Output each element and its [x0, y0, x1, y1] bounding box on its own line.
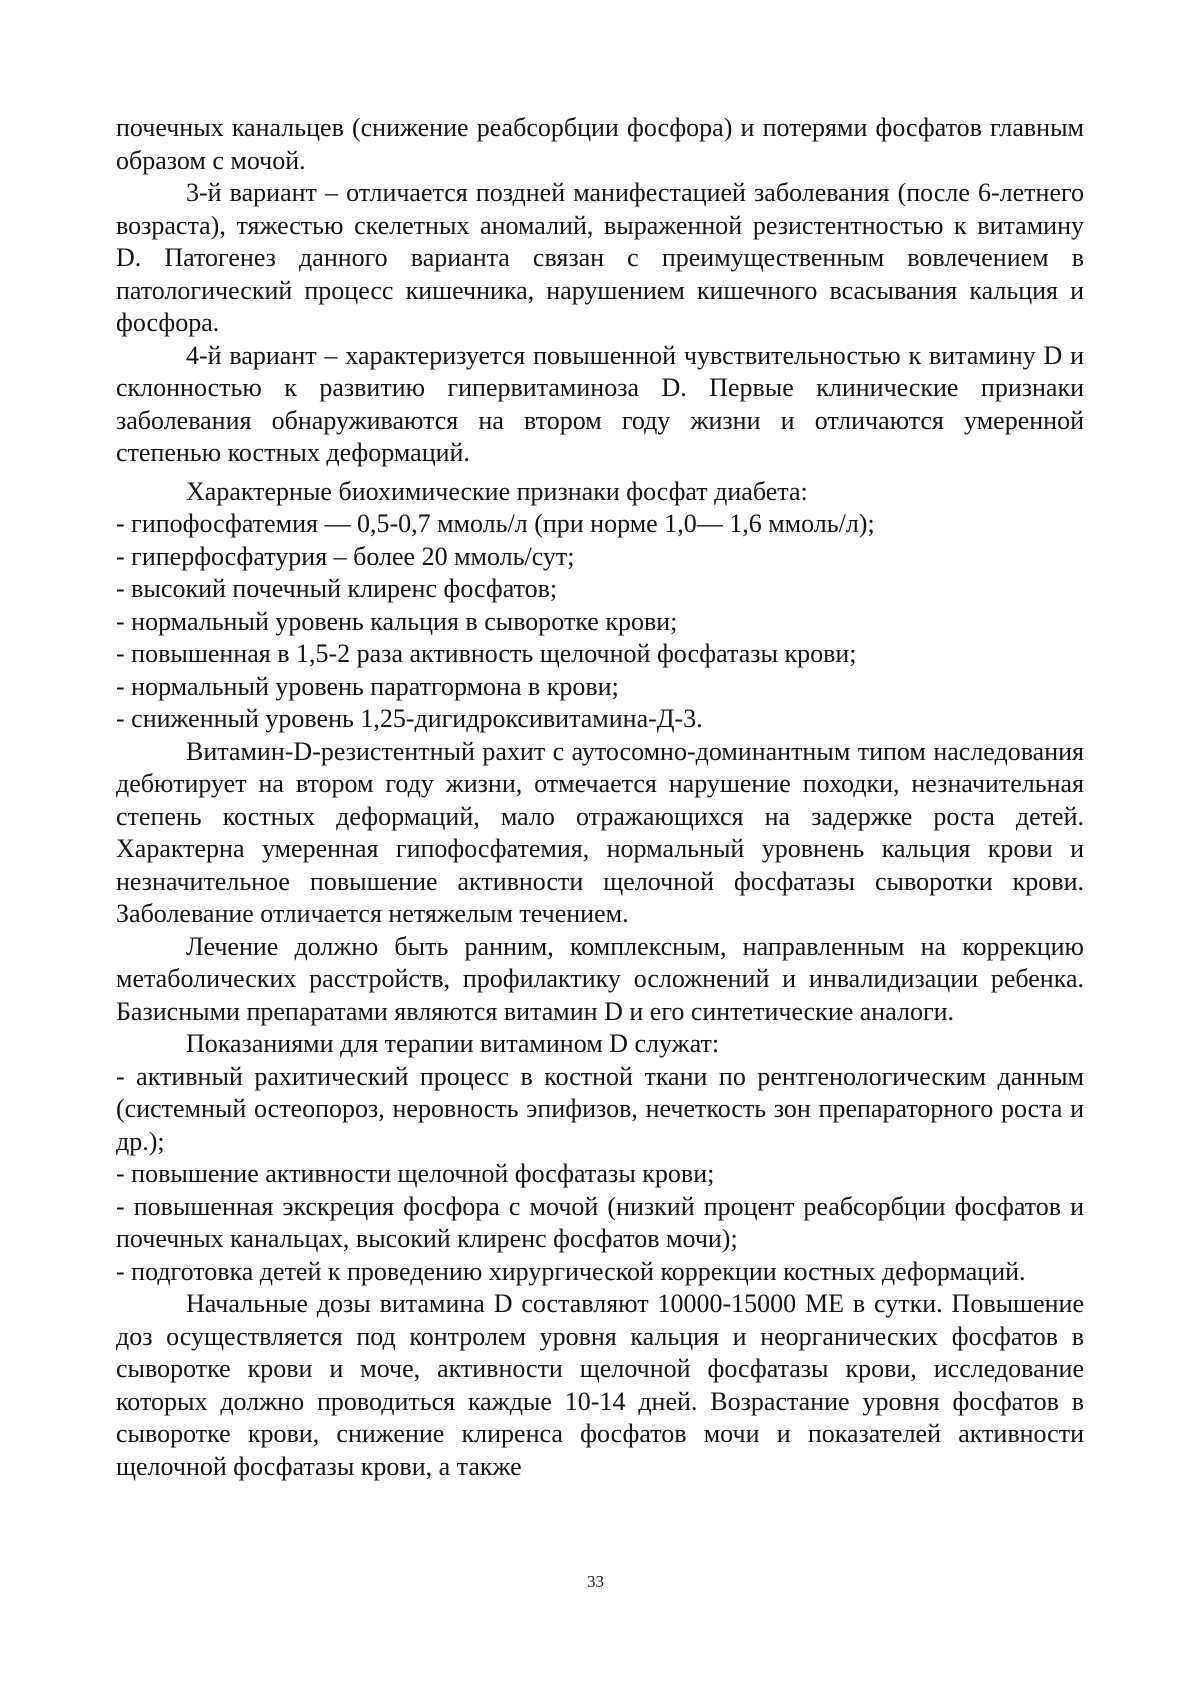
biochem-intro: Характерные биохимические признаки фосфат диабета:	[186, 476, 808, 506]
biochem-item: - гипофосфатемия — 0,5-0,7 ммоль/л (при норме 1,0— 1,6 ммоль/л);	[116, 509, 875, 538]
biochem-item: - нормальный уровень паратгормона в крови;	[116, 671, 619, 701]
page-number: 33	[587, 1572, 604, 1591]
biochem-item: - сниженный уровень 1,25-дигидроксивитамина-Д-3.	[116, 704, 703, 733]
indication-item: - подготовка детей к проведению хирургической коррекции костных деформаций.	[116, 1256, 1026, 1286]
indications-intro: Показаниями для терапии витамином D служат:	[186, 1029, 720, 1058]
paragraph-variant-3: 3-й вариант – отличается поздней манифестацией заболевания (после 6-летнего возраста), тяжестью скелетных аномалий, выраженной резистентностью к витамину D. Патогенез данного варианта связан с преимущественным вовлечением в патологический процесс кишечника, нарушением кишечного всасывания кальция и фосфора.	[116, 178, 1084, 337]
paragraph-ad-rickets: Витамин-D-резистентный рахит с аутосомно-доминантным типом наследования дебютирует на втором году жизни, отмечается нарушение походки, незначительная степень костных деформаций, мало отражающихся на задержке роста детей. Характерна умеренная гипофосфатемия, нормальный уровнень кальция крови и незначительное повышение активности щелочной фосфатазы сыворотки крови. Заболевание отличается нетяжелым течением.	[116, 736, 1084, 928]
paragraph-variant-4: 4-й вариант – характеризуется повышенной чувствительностью к витамину D и склонностью к развитию гипервитаминоза D. Первые клинические признаки заболевания обнаруживаются на втором году жизни и отличаются умеренной степенью костных деформаций.	[116, 340, 1084, 467]
paragraph-continuation: почечных канальцев (снижение реабсорбции фосфора) и потерями фосфатов главным образом с мочой.	[116, 113, 1084, 175]
indication-item: - активный рахитический процесс в костной ткани по рентгенологическим данным (системный остеопороз, неровность эпифизов, нечеткость зон препараторного роста и др.);	[116, 1061, 1084, 1156]
biochem-item: - повышенная в 1,5-2 раза активность щелочной фосфатазы крови;	[116, 639, 857, 668]
paragraph-treatment: Лечение должно быть ранним, комплексным, направленным на коррекцию метаболических расстройств, профилактику осложнений и инвалидизации ребенка. Базисными препаратами являются витамин D и его синтетические аналоги.	[116, 931, 1084, 1026]
indication-item: - повышение активности щелочной фосфатазы крови;	[116, 1159, 715, 1188]
paragraph-doses: Начальные дозы витамина D составляют 10000-15000 МЕ в сутки. Повышение доз осуществляется под контролем уровня кальция и неорганических фосфатов в сыворотке крови и моче, активности щелочной фосфатазы крови, исследование которых должно проводиться каждые 10-14 дней. Возрастание уровня фосфатов в сыворотке крови, снижение клиренса фосфатов мочи и показателей активности щелочной фосфатазы крови, а также	[116, 1289, 1084, 1481]
biochem-item: - высокий почечный клиренс фосфатов;	[116, 574, 558, 603]
document-page	[116, 112, 1084, 1483]
biochem-item: - гиперфосфатурия – более 20 ммоль/сут;	[116, 541, 575, 571]
biochem-item: - нормальный уровень кальция в сыворотке крови;	[116, 606, 678, 636]
indication-item: - повышенная экскреция фосфора с мочой (низкий процент реабсорбции фосфатов и почечных канальцах, высокий клиренс фосфатов мочи);	[116, 1191, 1084, 1253]
